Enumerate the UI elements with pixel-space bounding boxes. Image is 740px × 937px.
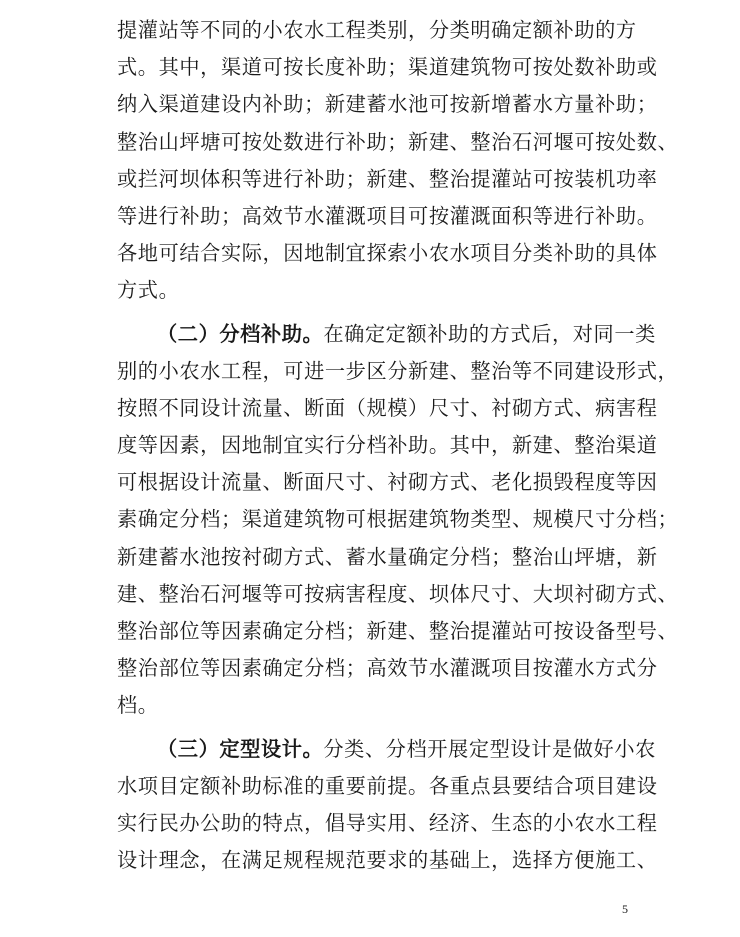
text-line: 建、整治石河堰等可按病害程度、坝体尺寸、大坝衬砌方式、 <box>117 581 679 606</box>
text-line <box>117 316 677 353</box>
text-line: 设计理念，在满足规程规范要求的基础上，选择方便施工、 <box>117 848 658 873</box>
text-line: 新建蓄水池按衬砌方式、蓄水量确定分档；整治山坪塘，新 <box>117 544 658 569</box>
text-line: 各地可结合实际，因地制宜探索小农水项目分类补助的具体 <box>117 241 658 266</box>
body-text <box>117 12 677 879</box>
page-number: 5 <box>622 902 628 916</box>
paragraph-3 <box>117 731 677 880</box>
text-line: 别的小农水工程，可进一步区分新建、整治等不同建设形式， <box>117 358 679 383</box>
text-line: 实行民办公助的特点，倡导实用、经济、生态的小农水工程 <box>117 810 658 835</box>
text-line: 或拦河坝体积等进行补助；新建、整治提灌站可按装机功率 <box>117 166 658 191</box>
text-line: 整治部位等因素确定分档；新建、整治提灌站可按设备型号、 <box>117 619 679 643</box>
text-line <box>117 731 677 768</box>
text-line: 纳入渠道建设内补助；新建蓄水池可按新增蓄水方量补助； <box>117 92 658 117</box>
text-line: 可根据设计流量、断面尺寸、衬砌方式、老化损毁程度等因 <box>117 470 658 495</box>
paragraph-1 <box>117 12 677 310</box>
text-line: 式。其中，渠道可按长度补助；渠道建筑物可按处数补助或 <box>117 55 658 80</box>
text-line-content: 分类、分档开展定型设计是做好小农 <box>323 736 656 761</box>
paragraph-2 <box>117 316 677 725</box>
text-line: 提灌站等不同的小农水工程类别，分类明确定额补助的方 <box>117 18 637 42</box>
text-line-content: 在确定定额补助的方式后，对同一类 <box>323 321 656 346</box>
text-line: 方式。 <box>117 278 180 303</box>
text-line: 按照不同设计流量、断面（规模）尺寸、衬砌方式、病害程 <box>117 395 658 420</box>
text-line: 水项目定额补助标准的重要前提。各重点县要结合项目建设 <box>117 773 658 798</box>
text-line: 档。 <box>117 693 159 718</box>
text-line: 度等因素，因地制宜实行分档补助。其中，新建、整治渠道 <box>117 433 658 458</box>
text-line: 整治部位等因素确定分档；高效节水灌溉项目按灌水方式分 <box>117 656 658 681</box>
section-heading-2: （二）分档补助。 <box>157 321 324 346</box>
text-line: 等进行补助；高效节水灌溉项目可按灌溉面积等进行补助。 <box>117 203 658 228</box>
text-line: 素确定分档；渠道建筑物可根据建筑物类型、规模尺寸分档； <box>117 507 679 532</box>
section-heading-3: （三）定型设计。 <box>157 736 324 761</box>
text-line: 整治山坪塘可按处数进行补助；新建、整治石河堰可按处数、 <box>117 129 679 154</box>
